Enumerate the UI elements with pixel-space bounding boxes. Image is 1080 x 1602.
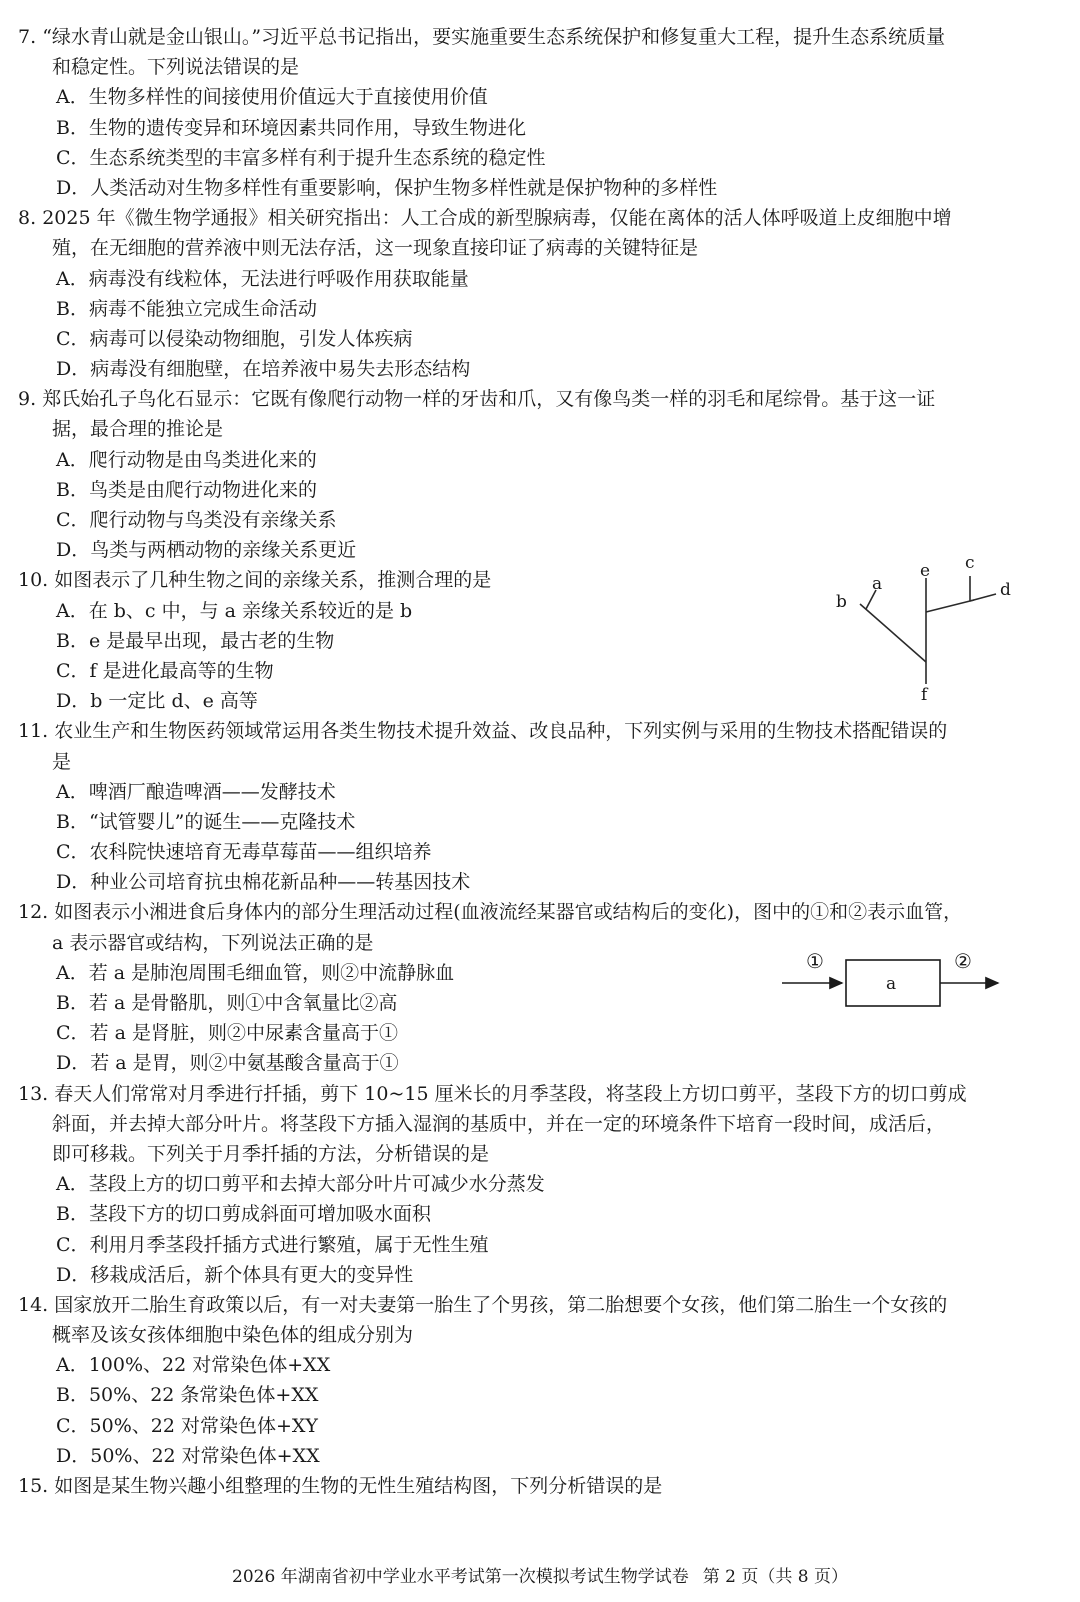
option-c: C．f 是进化最高等的生物	[56, 659, 274, 682]
page-number: 第 2 页（共 8 页）	[702, 1567, 848, 1587]
question-number: 9.	[18, 388, 37, 411]
option-a: A．啤酒厂酿造啤酒——发酵技术	[56, 780, 336, 803]
page-footer	[0, 1565, 1080, 1589]
question-stem: 殖，在无细胞的营养液中则无法存活，这一现象直接印证了病毒的关键特征是	[52, 237, 699, 260]
question-stem: 郑氏始孔子鸟化石显示：它既有像爬行动物一样的牙齿和爪，又有像鸟类一样的羽毛和尾综骨。基于这一证	[42, 388, 936, 411]
tree-branch-d-line	[970, 594, 996, 601]
question-number: 12.	[18, 901, 49, 924]
question-15	[18, 1471, 1028, 1501]
option-c: C．50%、22 对常染色体+XY	[56, 1414, 318, 1437]
option-a: A．爬行动物是由鸟类进化来的	[56, 448, 317, 471]
option-b: B．若 a 是骨骼肌，则①中含氧量比②高	[56, 992, 398, 1014]
question-11	[18, 716, 1028, 897]
option-b: B．鸟类是由爬行动物进化来的	[56, 478, 317, 501]
option-a: A．在 b、c 中，与 a 亲缘关系较近的是 b	[56, 599, 413, 622]
question-stem: 斜面，并去掉大部分叶片。将茎段下方插入湿润的基质中，并在一定的环境条件下培育一段时间，成活后，	[52, 1112, 946, 1135]
option-b: B．病毒不能独立完成生命活动	[56, 297, 317, 320]
question-13	[18, 1079, 1028, 1290]
phylogenetic-tree-figure	[820, 548, 1030, 708]
question-stem: 概率及该女孩体细胞中染色体的组成分别为	[52, 1324, 414, 1347]
tree-branch-b-line	[860, 604, 926, 662]
tree-label-f: f	[921, 685, 928, 705]
question-stem: 即可移栽。下列关于月季扦插的方法，分析错误的是	[52, 1142, 490, 1165]
option-d: D．50%、22 对常染色体+XX	[56, 1444, 320, 1467]
option-d: D．若 a 是胃，则②中氨基酸含量高于①	[56, 1052, 399, 1075]
phylogenetic-tree-diagram	[820, 548, 1030, 708]
question-stem: 2025 年《微生物学通报》相关研究指出：人工合成的新型腺病毒，仅能在离体的活人体呼吸道上皮细胞中增	[42, 207, 952, 230]
option-c: C．利用月季茎段扦插方式进行繁殖，属于无性生殖	[56, 1233, 489, 1256]
question-number: 11.	[18, 720, 49, 743]
option-a: A．100%、22 对常染色体+XX	[56, 1354, 331, 1377]
option-b: B．“试管婴儿”的诞生——克隆技术	[56, 810, 356, 833]
question-stem: 如图是某生物兴趣小组整理的生物的无性生殖结构图，下列分析错误的是	[54, 1475, 663, 1497]
question-stem: “绿水青山就是金山银山。”习近平总书记指出，要实施重要生态系统保护和修复重大工程，提升生态系统质量	[42, 26, 946, 48]
option-b: B．e 是最早出现，最古老的生物	[56, 629, 335, 652]
option-d: D．移栽成活后，新个体具有更大的变异性	[56, 1263, 414, 1286]
question-stem: 和稳定性。下列说法错误的是	[52, 56, 300, 79]
option-d: D．病毒没有细胞壁，在培养液中易失去形态结构	[56, 358, 471, 381]
option-c: C．生态系统类型的丰富多样有利于提升生态系统的稳定性	[56, 146, 546, 169]
option-d: D．种业公司培育抗虫棉花新品种——转基因技术	[56, 871, 471, 894]
option-b: B．生物的遗传变异和环境因素共同作用，导致生物进化	[56, 116, 526, 139]
option-a: A．茎段上方的切口剪平和去掉大部分叶片可减少水分蒸发	[56, 1173, 545, 1196]
vessel-label-2: ②	[954, 949, 972, 973]
question-stem: 如图表示了几种生物之间的亲缘关系，推测合理的是	[54, 569, 492, 592]
vessel-label-1: ①	[806, 949, 824, 973]
tree-label-e: e	[920, 561, 931, 581]
question-stem: 春天人们常常对月季进行扦插，剪下 10~15 厘米长的月季茎段，将茎段上方切口剪平，茎段下方的切口剪成	[54, 1082, 967, 1105]
exam-title: 2026 年湖南省初中学业水平考试第一次模拟考试生物学试卷	[232, 1567, 689, 1587]
question-9	[18, 384, 1028, 565]
option-a: A．病毒没有线粒体，无法进行呼吸作用获取能量	[56, 267, 469, 290]
tree-label-b: b	[836, 592, 847, 612]
option-b: B．茎段下方的切口剪成斜面可增加吸水面积	[56, 1203, 431, 1226]
question-number: 13.	[18, 1082, 49, 1105]
question-number: 10.	[18, 569, 49, 592]
organ-label-a: a	[886, 974, 897, 994]
question-number: 8.	[18, 207, 37, 230]
option-c: C．农科院快速培育无毒草莓苗——组织培养	[56, 841, 432, 864]
tree-branch-cd-line	[926, 600, 974, 612]
blood-flow-figure	[776, 940, 1016, 1012]
question-stem: 如图表示小湘进食后身体内的部分生理活动过程(血液流经某器官或结构后的变化)，图中的①和②表示血管，	[54, 901, 963, 924]
question-list	[18, 22, 1028, 1501]
blood-flow-diagram	[776, 940, 1016, 1012]
tree-label-a: a	[872, 574, 883, 594]
option-d: D．鸟类与两栖动物的亲缘关系更近	[56, 539, 357, 562]
question-number: 14.	[18, 1293, 49, 1316]
question-7	[18, 22, 1028, 203]
option-a: A．生物多样性的间接使用价值远大于直接使用价值	[56, 86, 488, 109]
option-a: A．若 a 是肺泡周围毛细血管，则②中流静脉血	[56, 961, 455, 984]
option-c: C．病毒可以侵染动物细胞，引发人体疾病	[56, 327, 413, 350]
question-stem: 农业生产和生物医药领域常运用各类生物技术提升效益、改良品种，下列实例与采用的生物技术搭配错误的	[54, 720, 948, 743]
tree-label-c: c	[965, 553, 975, 573]
option-c: C．若 a 是肾脏，则②中尿素含量高于①	[56, 1022, 398, 1045]
tree-label-d: d	[1000, 580, 1011, 600]
question-stem: a 表示器官或结构，下列说法正确的是	[52, 931, 374, 954]
question-number: 15.	[18, 1475, 49, 1497]
question-stem: 国家放开二胎生育政策以后，有一对夫妻第一胎生了个男孩，第二胎想要个女孩，他们第二胎生一个女孩的	[54, 1293, 948, 1316]
option-b: B．50%、22 条常染色体+XX	[56, 1384, 319, 1407]
question-8	[18, 203, 1028, 384]
question-stem: 是	[52, 750, 72, 773]
question-14	[18, 1290, 1028, 1471]
question-number: 7.	[18, 26, 37, 48]
option-d: D．人类活动对生物多样性有重要影响，保护生物多样性就是保护物种的多样性	[56, 176, 718, 199]
option-d: D．b 一定比 d、e 高等	[56, 690, 258, 713]
option-c: C．爬行动物与鸟类没有亲缘关系	[56, 509, 337, 531]
question-stem: 据，最合理的推论是	[52, 418, 224, 441]
